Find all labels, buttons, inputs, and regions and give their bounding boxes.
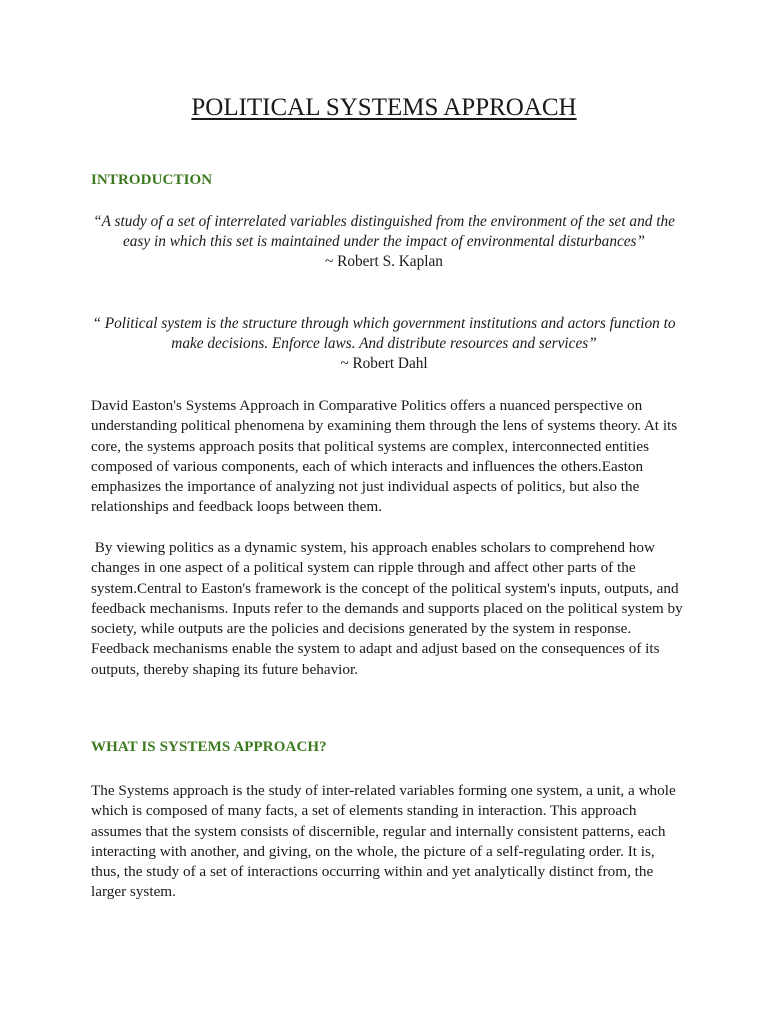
intro-paragraph-2 — [91, 538, 685, 680]
what-is-paragraph-1: The Systems approach is the study of inter-related variables forming one system, a unit, a whole which is composed of many facts, a set of elements standing in interaction. This approach assumes that the system consists of discernible, regular and internally consistent patterns, each interacting with another, and giving, on the whole, the picture of a self-regulating order. It is, thus, the study of a set of interactions occurring within and yet analytically distinct from, the larger system. — [91, 782, 676, 901]
quote-text: “A study of a set of interrelated variables distinguished from the environment of the set and the easy in which this set is maintained under the impact of environmental disturbances” — [93, 213, 675, 251]
section-heading-what-is-systems-approach: WHAT IS SYSTEMS APPROACH? — [91, 739, 327, 755]
intro-paragraph-1: David Easton's Systems Approach in Comparative Politics offers a nuanced perspective on understanding political phenomena by examining them through the lens of systems theory. At its core, the systems approach posits that political systems are complex, interconnected entities composed of various components, each of which interacts and influences the others.Easton emphasizes the importance of analyzing not just individual aspects of politics, but also the relationships and feedback loops between them. — [91, 397, 678, 516]
page-title: POLITICAL SYSTEMS APPROACH — [191, 94, 577, 121]
quote-text: “ Political system is the structure through which government institutions and actors function to make decisions. Enforce laws. And distribute resources and services” — [92, 315, 676, 353]
intro-paragraph-2-text: By viewing politics as a dynamic system, his approach enables scholars to comprehend how changes in one aspect of a political system can ripple through and affect other parts of the system.Central to Easton's framework is the concept of the political system's inputs, outputs, and feedback mechanisms. Inputs refer to the demands and supports placed on the political system by society, while outputs are the policies and decisions generated by the system in response. Feedback mechanisms enable the system to adapt and adjust based on the consequences of its outputs, thereby shaping its future behavior. — [91, 539, 683, 678]
quote-author: ~ Robert S. Kaplan — [325, 253, 443, 271]
section-heading-introduction: INTRODUCTION — [91, 172, 213, 188]
quote-kaplan — [80, 212, 688, 273]
quote-author: ~ Robert Dahl — [340, 355, 428, 373]
quote-dahl — [80, 314, 688, 375]
